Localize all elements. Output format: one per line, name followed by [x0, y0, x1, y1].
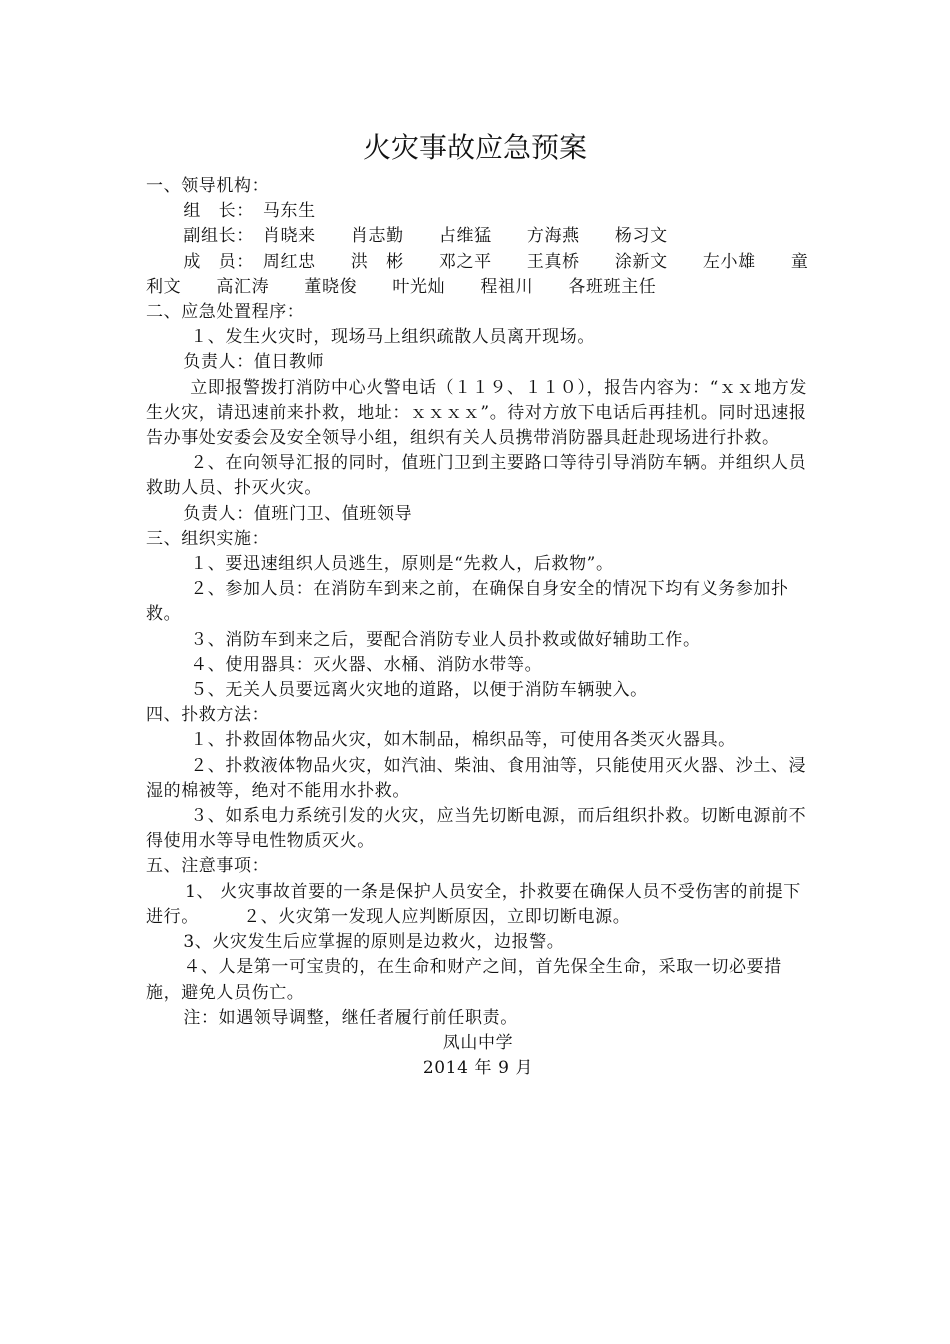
paragraph: ２、在向领导汇报的同时，值班门卫到主要路口等待引导消防车辆。并组织人员救助人员、扑灭火灾。: [146, 453, 807, 499]
leader-line: 组 长： 马东生: [183, 201, 316, 222]
paragraph: 负责人：值日教师: [183, 352, 325, 373]
section-heading-4: 四、扑救方法：: [146, 705, 270, 726]
vice-leader-line: 副组长： 肖晓来 肖志勤 占维猛 方海燕 杨习文: [183, 226, 668, 247]
paragraph: １、要迅速组织人员逃生，原则是“先救人，后救物”。: [190, 554, 614, 575]
paragraph: ３、消防车到来之后，要配合消防专业人员扑救或做好辅助工作。: [190, 629, 701, 650]
document-date: 2014 年 9 月: [422, 1058, 534, 1079]
members-line: 成 员： 周红忠 洪 彬 邓之平 王真桥 涂新文 左小雄 童利文 高汇涛 董晓俊 叶光灿 程祖川 各班班主任: [146, 251, 809, 297]
section-heading-3: 三、组织实施：: [146, 528, 270, 549]
paragraph: 立即报警拨打消防中心火警电话（１１９、１１０），报告内容为：“ｘｘ地方发生火灾，请迅速前来扑救，地址：ｘｘｘｘ”。待对方放下电话后再挂机。同时迅速报告办事处安委会及安全领导小组，组织有关人员携带消防器具赶赴现场进行扑救。: [146, 377, 807, 449]
paragraph: １、扑救固体物品火灾，如木制品，棉织品等，可使用各类灭火器具。: [190, 730, 736, 751]
note: 注：如遇领导调整，继任者履行前任职责。: [183, 1007, 518, 1028]
section-heading-1: 一、领导机构：: [146, 176, 270, 196]
paragraph: ４、使用器具：灭火器、水桶、消防水带等。: [190, 654, 543, 675]
paragraph: ２、扑救液体物品火灾，如汽油、柴油、食用油等，只能使用灭火器、沙土、浸湿的棉被等，绝对不能用水扑救。: [146, 755, 807, 801]
paragraph: 1、 火灾事故首要的一条是保护人员安全，扑救要在确保人员不受伤害的前提下进行。 ２、火灾第一发现人应判断原因，立即切断电源。: [146, 881, 801, 927]
school-signature: 凤山中学: [442, 1032, 514, 1053]
paragraph: 3、火灾发生后应掌握的原则是边救火，边报警。: [183, 932, 565, 953]
document-title: 火灾事故应急预案: [362, 131, 587, 164]
paragraph: ５、无关人员要远离火灾地的道路，以便于消防车辆驶入。: [190, 680, 648, 701]
paragraph: 负责人：值班门卫、值班领导: [183, 503, 413, 524]
section-heading-5: 五、注意事项：: [146, 856, 270, 877]
section-heading-2: 二、应急处置程序：: [146, 302, 305, 323]
document-body: [146, 174, 810, 1081]
paragraph: ４、人是第一可宝贵的，在生命和财产之间，首先保全生命，采取一切必要措施，避免人员伤亡。: [146, 957, 782, 1003]
paragraph: ３、如系电力系统引发的火灾，应当先切断电源，而后组织扑救。切断电源前不得使用水等导电性物质灭火。: [146, 806, 807, 852]
paragraph: １、发生火灾时，现场马上组织疏散人员离开现场。: [190, 327, 595, 348]
paragraph: ２、参加人员：在消防车到来之前，在确保自身安全的情况下均有义务参加扑救。: [146, 579, 789, 625]
